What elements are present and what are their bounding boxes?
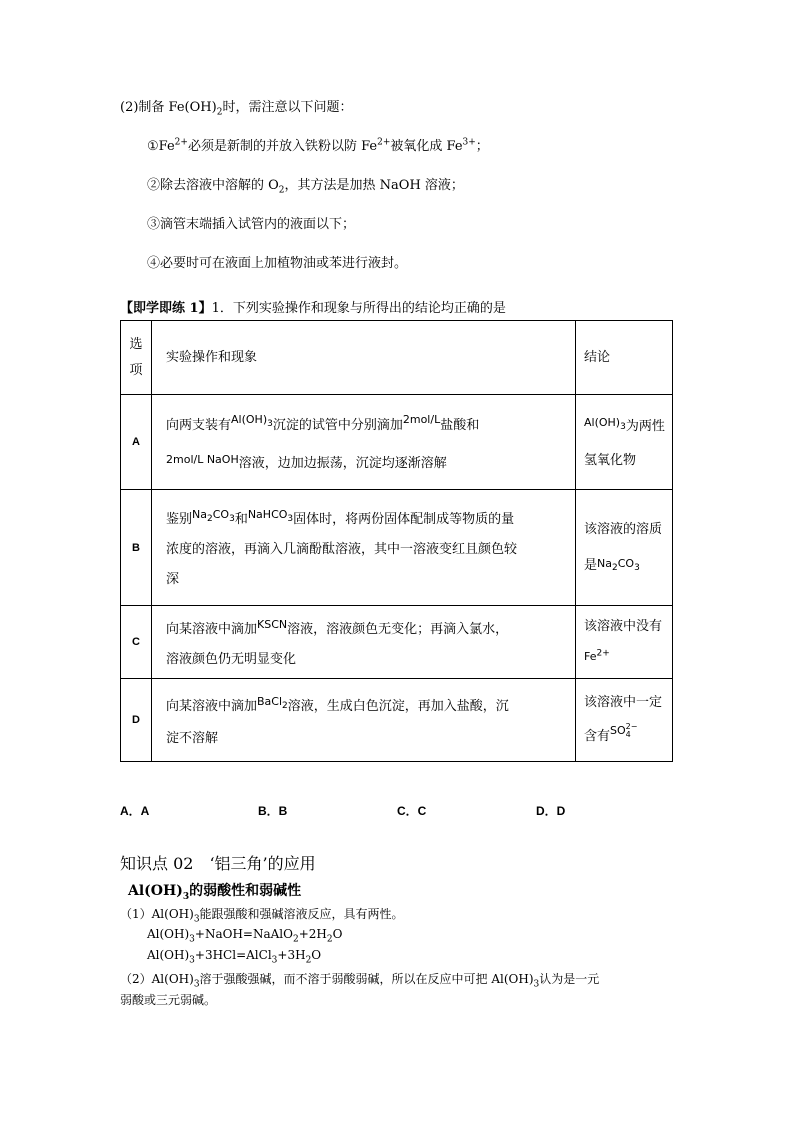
table-row-d bbox=[121, 679, 673, 762]
equation-2: $Al(OH)_3+3HCl=AlCl_3+3H_2O$ bbox=[147, 948, 322, 966]
table-row-b bbox=[121, 490, 673, 606]
table-row-a bbox=[121, 395, 673, 490]
note-item-1: $①Fe^{2+}$必须是新制的并放入铁粉以防 $Fe^{2+}$被氧化成 $Fe^{3+}$； bbox=[147, 137, 489, 154]
section-paragraph-1: $(1)Al(OH)_3$能跟强酸和强碱溶液反应，具有两性。 bbox=[120, 907, 404, 925]
section-paragraph-2: $(2)Al(OH)_3$溶于强酸强碱，而不溶于弱酸弱碱，所以在反应中可把 $Al(OH)_3$认为是一元 bbox=[120, 972, 600, 990]
exercise-title: 【即学即练 1】1．下列实验操作和现象与所得出的结论均正确的是 bbox=[120, 301, 506, 316]
section-title: 知识点 02 ‘铝三角’的应用 bbox=[120, 854, 316, 873]
note-item-4: ④必要时可在液面上加植物油或苯进行液封。 bbox=[147, 256, 408, 271]
header-conclusion: 结论 bbox=[576, 321, 673, 395]
header-option: 选 项 bbox=[121, 321, 152, 395]
exercise-tag: 【即学即练 1】 bbox=[120, 301, 212, 316]
row-label: B bbox=[121, 490, 152, 606]
row-conclusion: 该溶液中没有 $Fe^{2+}$ bbox=[576, 606, 673, 679]
table-row-c bbox=[121, 606, 673, 679]
option-b[interactable]: B．B bbox=[258, 804, 288, 818]
row-label: C bbox=[121, 606, 152, 679]
row-conclusion: $^{Al(OH)_3}$为两性 氢氧化物 bbox=[576, 395, 673, 490]
row-operation: 向两支装有$^{Al(OH)_3}$沉淀的试管中分别滴加$^{2mol/L}$盐酸和 $^{2mol/L NaOH}$溶液，边加边振荡，沉淀均逐渐溶解 bbox=[152, 395, 576, 490]
row-label: D bbox=[121, 679, 152, 762]
row-operation: 向某溶液中滴加$^{BaCl_2}$溶液，生成白色沉淀，再加入盐酸，沉 淀不溶解 bbox=[152, 679, 576, 762]
option-a[interactable]: A．A bbox=[120, 804, 150, 818]
section-subtitle: $Al(OH)_3$的弱酸性和弱碱性 bbox=[128, 883, 302, 902]
equation-1: $Al(OH)_3+NaOH=NaAlO_2+2H_2O$ bbox=[147, 927, 343, 945]
table-header-row bbox=[121, 321, 673, 395]
row-operation: 鉴别$^{Na_2CO_3}$和$^{NaHCO_3}$固体时，将两份固体配制成等物质的量 浓度的溶液，再滴入几滴酚酞溶液，其中一溶液变红且颜色较 深 bbox=[152, 490, 576, 606]
option-d[interactable]: D．D bbox=[536, 804, 566, 818]
question-table bbox=[120, 320, 673, 762]
notes-heading: (2)制备 $Fe(OH)_2$时，需注意以下问题： bbox=[120, 100, 353, 118]
note-item-3: ③滴管末端插入试管内的液面以下； bbox=[147, 217, 356, 232]
option-c[interactable]: C．C bbox=[397, 804, 427, 818]
row-conclusion: 该溶液中一定 含有$^{SO 2- 4}$ bbox=[576, 679, 673, 762]
row-conclusion: 该溶液的溶质 是$Na_2CO_3$ bbox=[576, 490, 673, 606]
header-operation: 实验操作和现象 bbox=[152, 321, 576, 395]
row-label: A bbox=[121, 395, 152, 490]
section-paragraph-2-line-2: 弱酸或三元弱碱。 bbox=[120, 993, 217, 1007]
row-operation: 向某溶液中滴加$^{KSCN}$溶液，溶液颜色无变化；再滴入氯水， 溶液颜色仍无明显变化 bbox=[152, 606, 576, 679]
note-item-2: ②除去溶液中溶解的 $O_2$，其方法是加热 NaOH 溶液； bbox=[147, 178, 464, 196]
